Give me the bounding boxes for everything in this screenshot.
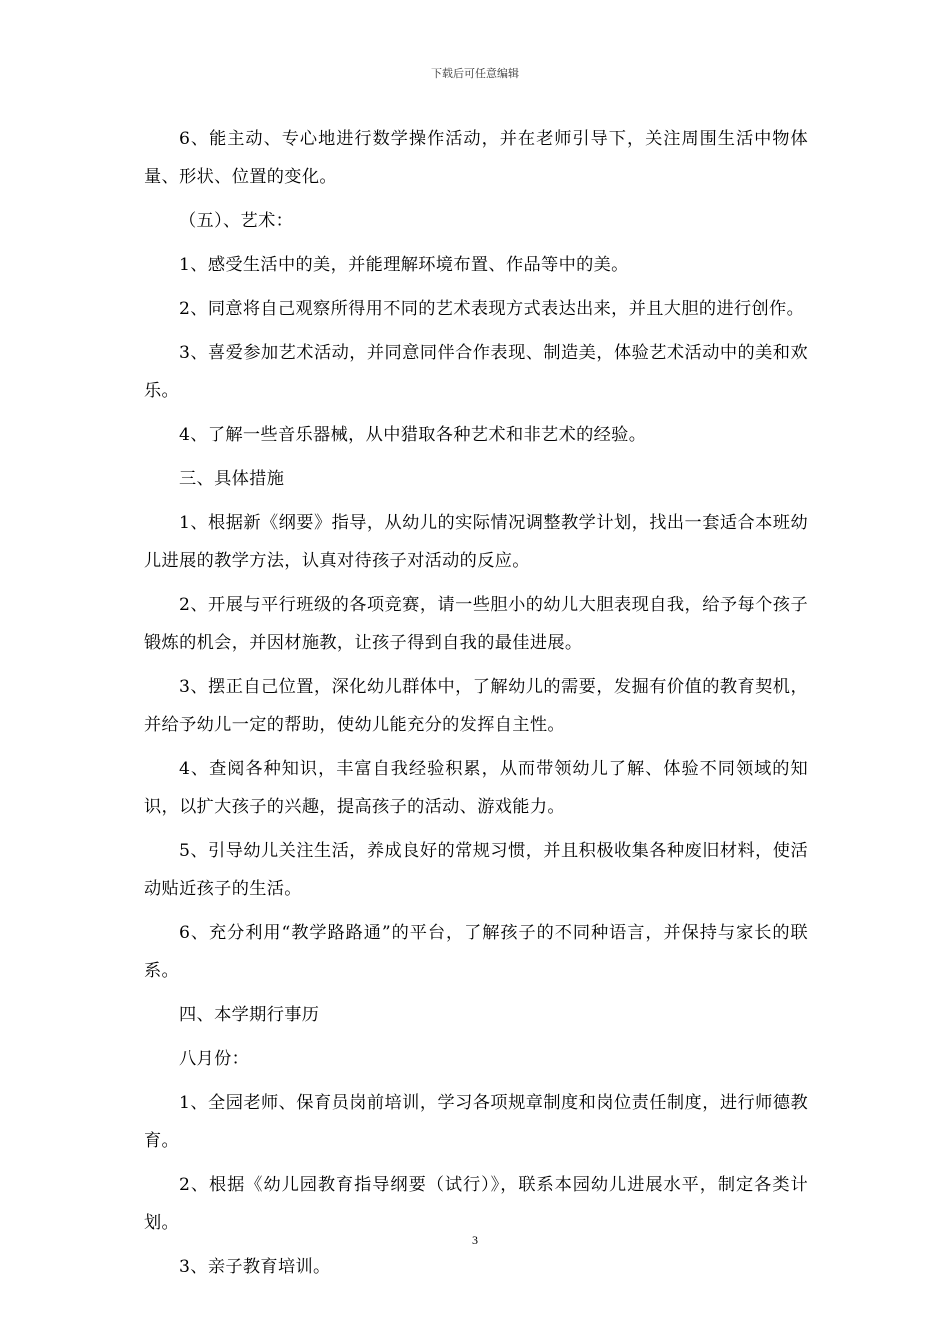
paragraph: 3、亲子教育培训。 xyxy=(179,1257,331,1277)
paragraph: 3、喜爱参加艺术活动，并同意同伴合作表现、制造美，体验艺术活动中的美和欢乐。 xyxy=(144,343,808,401)
paragraph: 2、开展与平行班级的各项竞赛，请一些胆小的幼儿大胆表现自我，给予每个孩子锻炼的机会，并因材施教，让孩子得到自我的最佳进展。 xyxy=(144,595,808,653)
page-header: 下载后可任意编辑 xyxy=(431,67,519,80)
paragraph: 1、根据新《纲要》指导，从幼儿的实际情况调整教学计划，找出一套适合本班幼儿进展的教学方法，认真对待孩子对活动的反应。 xyxy=(144,513,808,571)
subsection-heading: 八月份： xyxy=(179,1049,250,1069)
paragraph: 1、感受生活中的美，并能理解环境布置、作品等中的美。 xyxy=(179,255,629,275)
paragraph: 2、根据《幼儿园教育指导纲要（试行）》，联系本园幼儿进展水平，制定各类计划。 xyxy=(144,1175,808,1233)
paragraph: 4、查阅各种知识，丰富自我经验积累，从而带领幼儿了解、体验不同领域的知识，以扩大孩子的兴趣，提高孩子的活动、游戏能力。 xyxy=(144,759,808,817)
paragraph: 6、能主动、专心地进行数学操作活动，并在老师引导下，关注周围生活中物体量、形状、位置的变化。 xyxy=(144,129,808,187)
section-heading: 四、本学期行事历 xyxy=(179,1005,320,1025)
section-heading: 三、具体措施 xyxy=(179,469,285,489)
paragraph: 4、了解一些音乐器械，从中猎取各种艺术和非艺术的经验。 xyxy=(179,425,647,445)
document-body xyxy=(144,120,808,1292)
paragraph: 3、摆正自己位置，深化幼儿群体中，了解幼儿的需要，发掘有价值的教育契机，并给予幼儿一定的帮助，使幼儿能充分的发挥自主性。 xyxy=(144,677,808,735)
paragraph: 5、引导幼儿关注生活，养成良好的常规习惯，并且积极收集各种废旧材料，使活动贴近孩子的生活。 xyxy=(144,841,808,899)
page-number: 3 xyxy=(472,1233,478,1247)
paragraph: 2、同意将自己观察所得用不同的艺术表现方式表达出来，并且大胆的进行创作。 xyxy=(179,299,805,319)
section-heading: （五）、艺术： xyxy=(179,211,294,231)
paragraph: 1、全园老师、保育员岗前培训，学习各项规章制度和岗位责任制度，进行师德教育。 xyxy=(144,1093,808,1151)
paragraph: 6、充分利用“教学路路通”的平台，了解孩子的不同种语言，并保持与家长的联系。 xyxy=(144,923,808,981)
